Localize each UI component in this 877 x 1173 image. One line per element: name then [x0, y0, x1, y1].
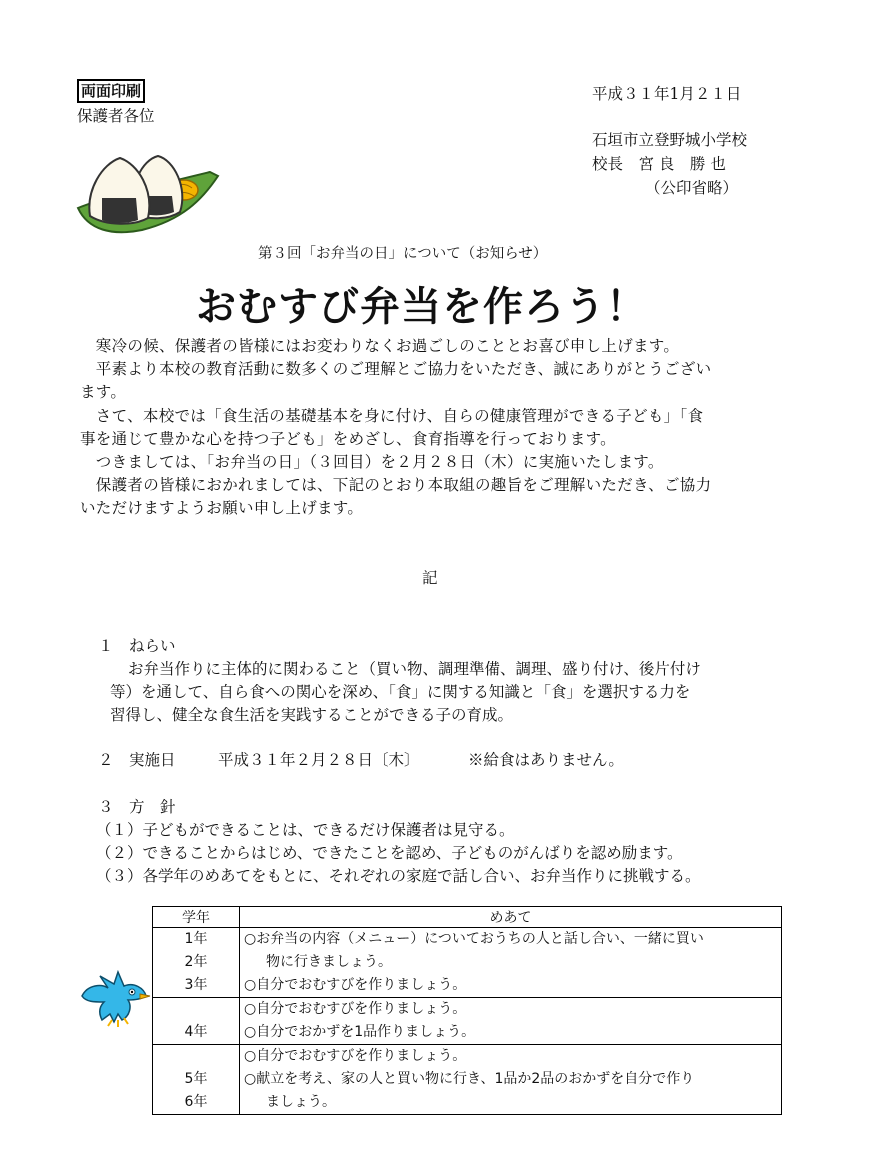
- grade-cell: [153, 928, 240, 998]
- body-line: 平素より本校の教育活動に数多くのご理解とご協力をいただき、誠にありがとうござい: [80, 360, 712, 378]
- page-title: おむすび弁当を作ろう！: [196, 284, 647, 330]
- grade-goals-table: [152, 906, 782, 1115]
- section-policy-heading: ３ 方 針: [98, 798, 176, 816]
- bird-mascot-illustration: [78, 966, 152, 1028]
- table-row: [153, 928, 782, 998]
- body-line: つきましては、「お弁当の日」（３回目）を２月２８日（木）に実施いたします。: [80, 453, 664, 471]
- goal-cell: [240, 928, 782, 998]
- policy-item: （１）子どもができることは、できるだけ保護者は見守る。: [96, 821, 515, 839]
- goal-text: ○自分でおむすびを作りましょう。: [244, 1048, 467, 1064]
- goal-text: ○自分でおむすびを作りましょう。: [244, 1001, 467, 1017]
- grade-label: 2年: [184, 954, 208, 970]
- section-aim-line: 習得し、健全な食生活を実践することができる子の育成。: [110, 706, 514, 724]
- table-row: [153, 1045, 782, 1115]
- goal-cell: [240, 1045, 782, 1115]
- body-line: ます。: [80, 383, 127, 401]
- recipients: 保護者各位: [77, 107, 155, 125]
- table-header-row: [153, 907, 782, 928]
- table-row: [153, 998, 782, 1045]
- goal-text: ○自分でおかずを1品作りましょう。: [244, 1024, 476, 1040]
- grade-label: [157, 1045, 235, 1068]
- no-lunch-note: ※給食はありません。: [468, 751, 624, 769]
- body-line: 事を通じて豊かな心を持つ子ども」をめざし、食育指導を行っております。: [80, 430, 616, 448]
- grade-label: 5年: [184, 1071, 208, 1087]
- goal-text: ○お弁当の内容（メニュー）についておうちの人と話し合い、一緒に買い: [244, 931, 704, 947]
- policy-item: （３）各学年のめあてをもとに、それぞれの家庭で話し合い、お弁当作りに挑戦する。: [96, 867, 701, 885]
- section-aim-heading: １ ねらい: [98, 637, 176, 655]
- body-line: さて、本校では「食生活の基礎基本を身に付け、自らの健康管理ができる子ども」「食: [80, 407, 704, 425]
- seal-omitted-note: （公印省略）: [645, 179, 739, 197]
- column-header-goal: めあて: [240, 907, 782, 928]
- goal-cell: [240, 998, 782, 1045]
- onigiri-bento-illustration: [72, 146, 222, 246]
- section-aim-line: 等）を通して、自ら食への関心を深め、「食」に関する知識と「食」を選択する力を: [110, 683, 691, 701]
- event-date: 平成３１年２月２８日〔木〕: [218, 751, 420, 769]
- grade-label: 3年: [184, 977, 208, 993]
- body-line: 寒冷の候、保護者の皆様にはお変わりなくお過ごしのこととお喜び申し上げます。: [80, 337, 680, 355]
- section-date-label: ２ 実施日: [98, 751, 176, 769]
- body-line: いただけますようお願い申し上げます。: [80, 499, 364, 517]
- column-header-grade: 学年: [153, 907, 240, 928]
- grade-label: 1年: [184, 931, 208, 947]
- ki-marker: 記: [422, 569, 438, 587]
- policy-item: （２）できることからはじめ、できたことを認め、子どものがんばりを認め励ます。: [96, 844, 683, 862]
- body-line: 保護者の皆様におかれましては、下記のとおり本取組の趣旨をご理解いただき、ご協力: [80, 476, 712, 494]
- duplex-print-stamp: 両面印刷: [77, 79, 145, 103]
- notice-subtitle: 第３回「お弁当の日」について（お知らせ）: [258, 246, 548, 262]
- goal-text: ○自分でおむすびを作りましょう。: [244, 977, 467, 993]
- section-aim-line: お弁当作りに主体的に関わること（買い物、調理準備、調理、盛り付け、後片付け: [128, 660, 701, 678]
- goal-text: ○献立を考え、家の人と買い物に行き、1品か2品のおかずを自分で作り: [244, 1071, 695, 1087]
- school-name: 石垣市立登野城小学校: [592, 131, 748, 149]
- principal-name: 校長 宮 良 勝 也: [592, 155, 726, 173]
- goal-text: ましょう。: [266, 1094, 336, 1110]
- issue-date: 平成３１年1月２１日: [592, 85, 742, 103]
- grade-label: 4年: [184, 1024, 208, 1040]
- grade-cell: [153, 998, 240, 1045]
- goal-text: 物に行きましょう。: [266, 954, 392, 970]
- grade-label: 6年: [184, 1094, 208, 1110]
- grade-cell: [153, 1045, 240, 1115]
- grade-label: [157, 998, 235, 1021]
